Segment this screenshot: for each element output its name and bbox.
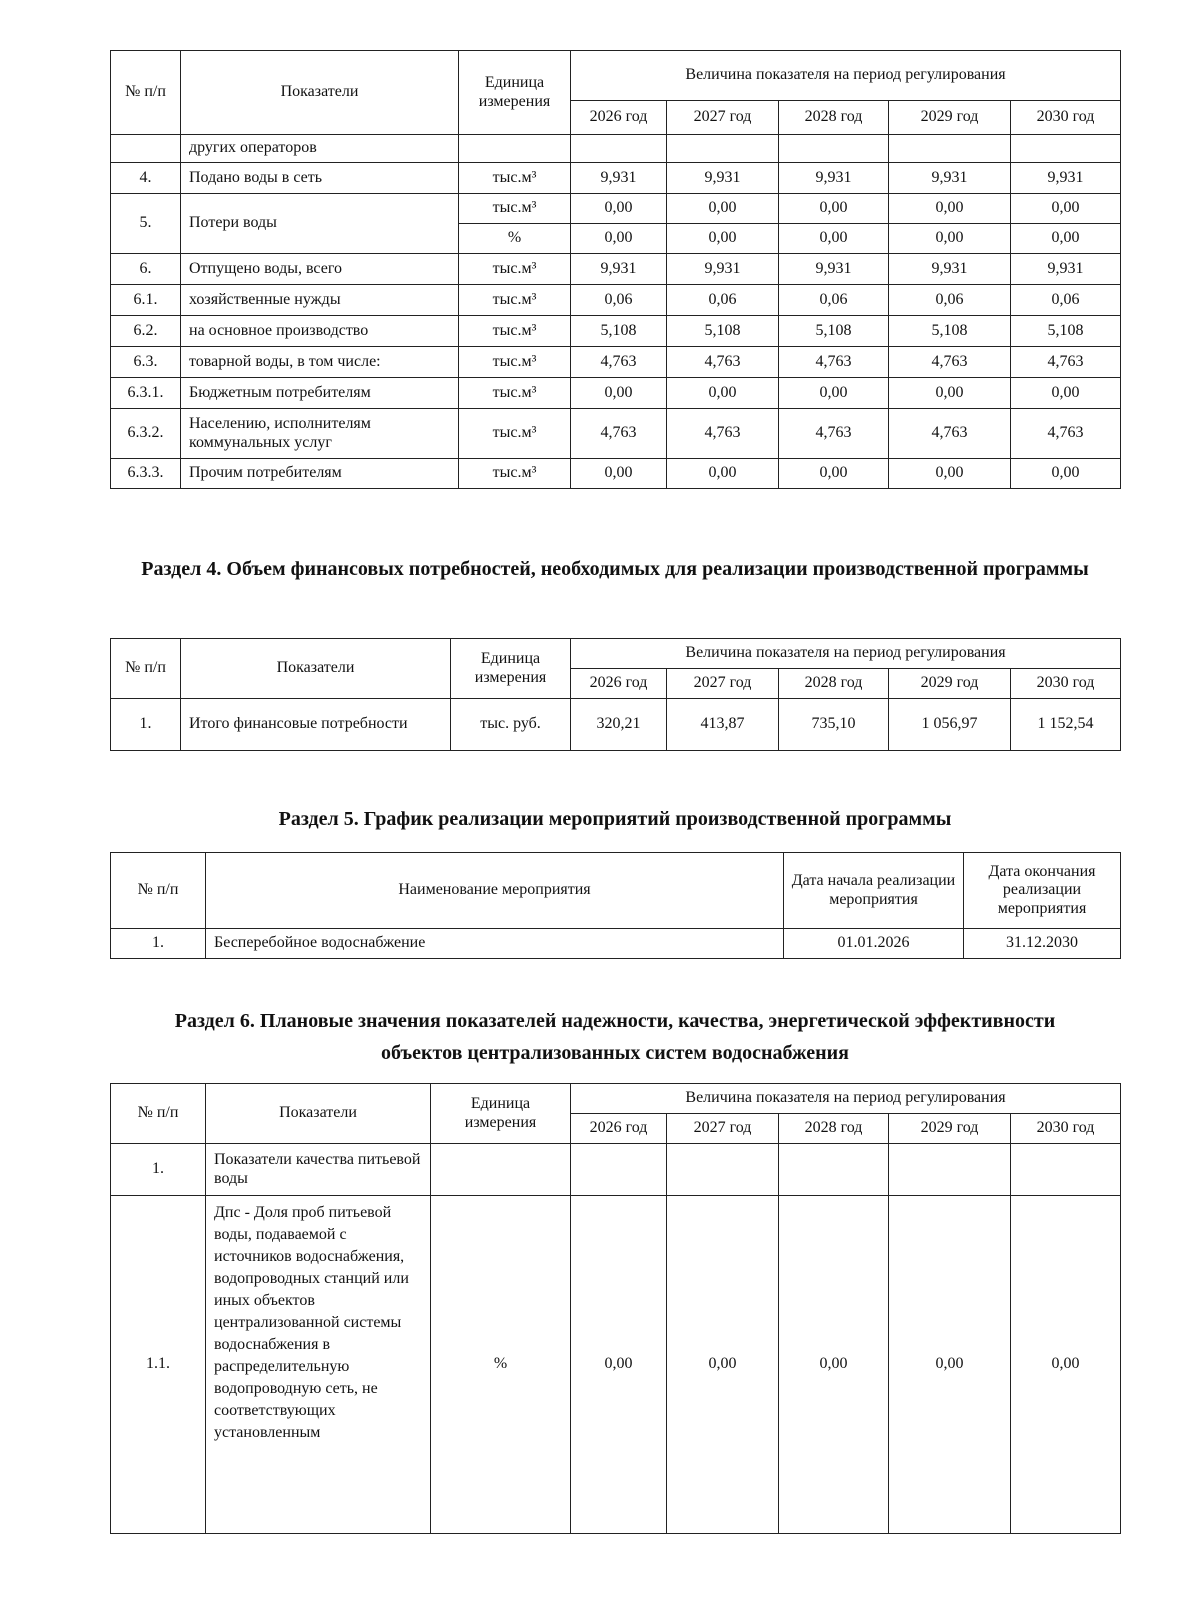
header-year: 2029 год bbox=[889, 1114, 1011, 1144]
row-num: 6.3.2. bbox=[111, 409, 181, 459]
table-row bbox=[111, 378, 1121, 409]
header-year: 2029 год bbox=[889, 101, 1011, 135]
row-value: 5,108 bbox=[779, 316, 889, 347]
header-year: 2028 год bbox=[779, 1114, 889, 1144]
row-value: 0,00 bbox=[1011, 194, 1121, 224]
row-value: 4,763 bbox=[571, 347, 667, 378]
row-value bbox=[889, 135, 1011, 163]
table-row bbox=[111, 1144, 1121, 1196]
row-value: 4,763 bbox=[779, 347, 889, 378]
row-value: 4,763 bbox=[1011, 347, 1121, 378]
row-unit: тыс.м³ bbox=[459, 163, 571, 194]
section4-title: Раздел 4. Объем финансовых потребностей, необходимых для реализации производственной программы bbox=[141, 558, 1089, 580]
row-name: Подано воды в сеть bbox=[181, 163, 459, 194]
header-year: 2027 год bbox=[667, 1114, 779, 1144]
row-num: 1. bbox=[111, 699, 181, 751]
row-value: 9,931 bbox=[667, 254, 779, 285]
financial-needs-table bbox=[110, 638, 1121, 751]
row-num: 6.3.3. bbox=[111, 459, 181, 489]
header-num: № п/п bbox=[111, 639, 181, 699]
header-end-date: Дата окончания реализации мероприятия bbox=[964, 853, 1121, 929]
row-num: 5. bbox=[111, 194, 181, 254]
row-value: 0,00 bbox=[779, 459, 889, 489]
row-num: 1. bbox=[111, 1144, 206, 1196]
header-year: 2028 год bbox=[779, 669, 889, 699]
header-value-period: Величина показателя на период регулирования bbox=[571, 639, 1121, 669]
row-num: 6.1. bbox=[111, 285, 181, 316]
header-value-period: Величина показателя на период регулирования bbox=[571, 1084, 1121, 1114]
table-row bbox=[111, 254, 1121, 285]
table-row bbox=[111, 347, 1121, 378]
row-value: 0,00 bbox=[1011, 378, 1121, 409]
row-unit: % bbox=[431, 1196, 571, 1534]
row-value: 4,763 bbox=[571, 409, 667, 459]
reliability-table bbox=[110, 1083, 1121, 1534]
row-value: 0,00 bbox=[889, 378, 1011, 409]
row-num: 1. bbox=[111, 929, 206, 959]
table-row bbox=[111, 285, 1121, 316]
row-name: Населению, исполнителям коммунальных услуг bbox=[181, 409, 459, 459]
row-value: 0,00 bbox=[779, 378, 889, 409]
row-value: 735,10 bbox=[779, 699, 889, 751]
header-year: 2028 год bbox=[779, 101, 889, 135]
row-num: 6.3. bbox=[111, 347, 181, 378]
row-name: Отпущено воды, всего bbox=[181, 254, 459, 285]
row-num: 6. bbox=[111, 254, 181, 285]
row-value: 9,931 bbox=[571, 254, 667, 285]
row-unit: тыс.м³ bbox=[459, 459, 571, 489]
row-value: 320,21 bbox=[571, 699, 667, 751]
table-row bbox=[111, 929, 1121, 959]
empty-cell bbox=[571, 1144, 667, 1196]
row-value: 4,763 bbox=[889, 347, 1011, 378]
row-name: Бесперебойное водоснабжение bbox=[206, 929, 784, 959]
header-unit: Единица измерения bbox=[459, 51, 571, 135]
header-start-date: Дата начала реализации мероприятия bbox=[784, 853, 964, 929]
header-year: 2027 год bbox=[667, 101, 779, 135]
table-row bbox=[111, 163, 1121, 194]
section6-title: Раздел 6. Плановые значения показателей надежности, качества, энергетической эффективности объектов централизованных систем водоснабжения bbox=[174, 1010, 1056, 1064]
row-value: 4,763 bbox=[889, 409, 1011, 459]
row-value: 0,00 bbox=[1011, 459, 1121, 489]
row-num bbox=[111, 135, 181, 163]
row-name: хозяйственные нужды bbox=[181, 285, 459, 316]
row-value: 4,763 bbox=[1011, 409, 1121, 459]
section5-title: Раздел 5. График реализации мероприятий производственной программы bbox=[278, 808, 952, 830]
row-value: 0,00 bbox=[667, 194, 779, 224]
header-indicator: Показатели bbox=[181, 51, 459, 135]
row-name: товарной воды, в том числе: bbox=[181, 347, 459, 378]
schedule-table bbox=[110, 852, 1121, 959]
table-row bbox=[111, 316, 1121, 347]
row-value: 0,06 bbox=[779, 285, 889, 316]
row-name: Прочим потребителям bbox=[181, 459, 459, 489]
row-value: 5,108 bbox=[1011, 316, 1121, 347]
row-name: Потери воды bbox=[181, 194, 459, 254]
row-value bbox=[779, 135, 889, 163]
row-value: 413,87 bbox=[667, 699, 779, 751]
row-value: 0,00 bbox=[1011, 1196, 1121, 1534]
header-unit: Единица измерения bbox=[451, 639, 571, 699]
row-value: 0,00 bbox=[667, 378, 779, 409]
row-value: 9,931 bbox=[571, 163, 667, 194]
row-value: 0,06 bbox=[889, 285, 1011, 316]
table-row bbox=[111, 135, 1121, 163]
header-num: № п/п bbox=[111, 853, 206, 929]
header-year: 2030 год bbox=[1011, 101, 1121, 135]
header-year: 2030 год bbox=[1011, 669, 1121, 699]
row-name: на основное производство bbox=[181, 316, 459, 347]
row-value: 9,931 bbox=[889, 254, 1011, 285]
row-start-date: 01.01.2026 bbox=[784, 929, 964, 959]
row-value: 9,931 bbox=[889, 163, 1011, 194]
row-unit: тыс.м³ bbox=[459, 285, 571, 316]
row-value: 0,06 bbox=[571, 285, 667, 316]
row-value: 9,931 bbox=[667, 163, 779, 194]
row-name: Дпс - Доля проб питьевой воды, подаваемой с источников водоснабжения, водопроводных станций или иных объектов централизованной системы водоснабжения в распределительную водопроводную сеть, не соответствующих установленным bbox=[206, 1196, 431, 1534]
row-value: 0,06 bbox=[1011, 285, 1121, 316]
header-num: № п/п bbox=[111, 1084, 206, 1144]
row-unit: % bbox=[459, 224, 571, 254]
row-unit: тыс.м³ bbox=[459, 378, 571, 409]
header-unit: Единица измерения bbox=[431, 1084, 571, 1144]
row-name: других операторов bbox=[181, 135, 459, 163]
row-value: 1 056,97 bbox=[889, 699, 1011, 751]
table-row bbox=[111, 699, 1121, 751]
header-year: 2027 год bbox=[667, 669, 779, 699]
header-num: № п/п bbox=[111, 51, 181, 135]
row-value: 0,00 bbox=[571, 194, 667, 224]
water-balance-table bbox=[110, 50, 1121, 489]
table-row bbox=[111, 194, 1121, 224]
row-num: 6.2. bbox=[111, 316, 181, 347]
header-year: 2026 год bbox=[571, 101, 667, 135]
header-year: 2026 год bbox=[571, 1114, 667, 1144]
header-indicator: Показатели bbox=[206, 1084, 431, 1144]
header-year: 2029 год bbox=[889, 669, 1011, 699]
row-unit: тыс.м³ bbox=[459, 409, 571, 459]
header-indicator: Показатели bbox=[181, 639, 451, 699]
row-value: 9,931 bbox=[1011, 163, 1121, 194]
row-value: 0,00 bbox=[779, 1196, 889, 1534]
row-unit: тыс.м³ bbox=[459, 316, 571, 347]
row-value: 5,108 bbox=[571, 316, 667, 347]
row-value bbox=[571, 135, 667, 163]
empty-cell bbox=[431, 1144, 571, 1196]
row-value: 0,00 bbox=[889, 1196, 1011, 1534]
table-row bbox=[111, 1196, 1121, 1534]
empty-cell bbox=[667, 1144, 779, 1196]
row-value: 0,00 bbox=[889, 224, 1011, 254]
header-year: 2026 год bbox=[571, 669, 667, 699]
empty-cell bbox=[889, 1144, 1011, 1196]
row-value bbox=[667, 135, 779, 163]
row-value: 9,931 bbox=[779, 254, 889, 285]
row-unit: тыс.м³ bbox=[459, 194, 571, 224]
row-value: 1 152,54 bbox=[1011, 699, 1121, 751]
empty-cell bbox=[1011, 1144, 1121, 1196]
row-value: 4,763 bbox=[667, 409, 779, 459]
row-unit: тыс.м³ bbox=[459, 347, 571, 378]
row-unit bbox=[459, 135, 571, 163]
row-value: 0,00 bbox=[571, 1196, 667, 1534]
row-name: Итого финансовые потребности bbox=[181, 699, 451, 751]
row-value: 0,06 bbox=[667, 285, 779, 316]
empty-cell bbox=[779, 1144, 889, 1196]
row-value: 0,00 bbox=[667, 224, 779, 254]
row-value: 0,00 bbox=[667, 459, 779, 489]
header-value-period: Величина показателя на период регулирования bbox=[571, 51, 1121, 101]
row-value: 5,108 bbox=[667, 316, 779, 347]
row-unit: тыс. руб. bbox=[451, 699, 571, 751]
row-value: 0,00 bbox=[889, 459, 1011, 489]
row-num: 4. bbox=[111, 163, 181, 194]
row-value bbox=[1011, 135, 1121, 163]
row-name: Показатели качества питьевой воды bbox=[206, 1144, 431, 1196]
row-value: 0,00 bbox=[779, 224, 889, 254]
header-year: 2030 год bbox=[1011, 1114, 1121, 1144]
row-end-date: 31.12.2030 bbox=[964, 929, 1121, 959]
row-value: 4,763 bbox=[667, 347, 779, 378]
header-event-name: Наименование мероприятия bbox=[206, 853, 784, 929]
table-row bbox=[111, 409, 1121, 459]
row-value: 9,931 bbox=[779, 163, 889, 194]
row-unit: тыс.м³ bbox=[459, 254, 571, 285]
row-value: 0,00 bbox=[571, 378, 667, 409]
row-value: 0,00 bbox=[667, 1196, 779, 1534]
row-name: Бюджетным потребителям bbox=[181, 378, 459, 409]
row-value: 0,00 bbox=[571, 224, 667, 254]
row-value: 9,931 bbox=[1011, 254, 1121, 285]
row-value: 0,00 bbox=[571, 459, 667, 489]
row-value: 5,108 bbox=[889, 316, 1011, 347]
row-value: 0,00 bbox=[779, 194, 889, 224]
row-value: 0,00 bbox=[1011, 224, 1121, 254]
table-row bbox=[111, 459, 1121, 489]
row-value: 0,00 bbox=[889, 194, 1011, 224]
row-num: 1.1. bbox=[111, 1196, 206, 1534]
row-value: 4,763 bbox=[779, 409, 889, 459]
row-num: 6.3.1. bbox=[111, 378, 181, 409]
